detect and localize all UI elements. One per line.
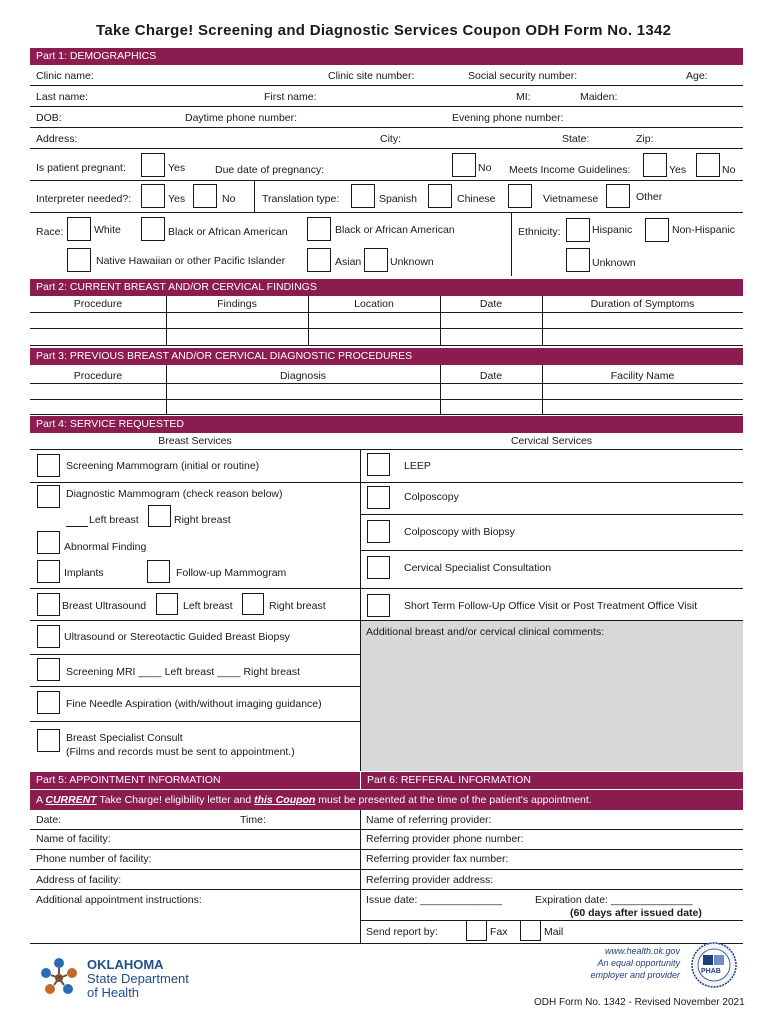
diag-left-breast-label: Left breast [89,514,139,526]
income-no-label: No [722,164,736,176]
address-label: Address: [36,133,78,145]
comments-area[interactable] [361,621,743,771]
interpreter-label: Interpreter needed?: [36,193,132,205]
non-hispanic-checkbox[interactable] [645,218,669,242]
chinese-label: Chinese [457,193,496,205]
income-yes-label: Yes [669,164,687,176]
colposcopy-checkbox[interactable] [367,486,390,509]
osdh-logo-icon [36,955,82,1001]
colposcopy-label: Colposcopy [404,491,459,503]
short-term-followup-checkbox[interactable] [367,594,390,617]
diagnostic-mammogram-checkbox[interactable] [37,485,60,508]
web-link[interactable]: www.health.ok.gov [604,946,680,956]
state-label: State: [562,133,590,145]
facility-address-label: Address of facility: [36,874,122,886]
vietnamese-checkbox[interactable] [508,184,532,208]
send-fax-checkbox[interactable] [466,920,487,941]
part4-header: Part 4: SERVICE REQUESTED [30,416,743,433]
asian-checkbox[interactable] [307,248,331,272]
black-label-1: Black or African American [168,226,288,238]
equal-opportunity-1: An equal opportunity [597,958,680,968]
screening-mammogram-label: Screening Mammogram (initial or routine) [66,460,260,472]
part6-header: Part 6: REFFERAL INFORMATION [360,772,743,789]
zip-label: Zip: [636,133,654,145]
p3-col-diagnosis: Diagnosis [279,370,327,382]
hispanic-checkbox[interactable] [566,218,590,242]
ssn-label: Social security number: [468,70,578,82]
expiration-date-label: Expiration date: ______________ [535,894,693,906]
phab-seal-icon [690,941,738,989]
films-note: (Films and records must be sent to appointment.) [66,746,295,758]
income-label: Meets Income Guidelines: [509,164,631,176]
pregnant-label: Is patient pregnant: [36,162,126,174]
interpreter-no-checkbox[interactable] [193,184,217,208]
income-yes-checkbox[interactable] [643,153,667,177]
p2-col-procedure: Procedure [73,298,123,310]
spanish-checkbox[interactable] [351,184,375,208]
appt-instructions-label: Additional appointment instructions: [36,894,202,906]
abnormal-finding-checkbox[interactable] [37,531,60,554]
notice-bar [30,790,743,810]
colposcopy-biopsy-label: Colposcopy with Biopsy [404,526,515,538]
screening-mammogram-checkbox[interactable] [37,454,60,477]
non-hispanic-label: Non-Hispanic [672,224,736,236]
org-name-2: State Department [87,971,189,986]
part5-header: Part 5: APPOINTMENT INFORMATION [30,772,360,789]
notice-end: must be presented at the time of the patient's appointment. [318,794,592,806]
comments-label: Additional breast and/or cervical clinical comments: [366,626,605,638]
clinic-name-label: Clinic name: [36,70,94,82]
pregnant-no-checkbox[interactable] [452,153,476,177]
black-checkbox-1[interactable] [141,217,165,241]
facility-phone-label: Phone number of facility: [36,853,152,865]
due-date-label: Due date of pregnancy: [215,164,325,176]
cervical-consult-checkbox[interactable] [367,556,390,579]
referring-provider-label: Name of referring provider: [366,814,492,826]
dob-label: DOB: [36,112,62,124]
implants-label: Implants [64,567,104,579]
send-fax-label: Fax [490,926,508,938]
phab-label: PHAB [701,968,721,975]
clinic-site-label: Clinic site number: [328,70,415,82]
leep-checkbox[interactable] [367,453,390,476]
issue-date-label: Issue date: ______________ [366,894,503,906]
colposcopy-biopsy-checkbox[interactable] [367,520,390,543]
send-report-label: Send report by: [366,926,438,938]
us-biopsy-checkbox[interactable] [37,625,60,648]
diag-right-breast-label: Right breast [174,514,231,526]
notice-mid: Take Charge! eligibility letter and [99,794,252,806]
send-mail-checkbox[interactable] [520,920,541,941]
black-label-2: Black or African American [335,224,455,236]
native-hawaiian-label: Native Hawaiian or other Pacific Islander [96,255,286,267]
city-label: City: [380,133,401,145]
form-revision: ODH Form No. 1342 - Revised November 2021 [534,997,745,1008]
interpreter-no-label: No [222,193,236,205]
equal-opportunity-2: employer and provider [590,970,680,980]
p2-col-location: Location [354,298,394,310]
us-left-breast-label: Left breast [183,600,233,612]
notice-coupon: this Coupon [254,794,316,806]
daytime-phone-label: Daytime phone number: [185,112,298,124]
last-name-label: Last name: [36,91,88,103]
fna-label: Fine Needle Aspiration (with/without imaging guidance) [66,698,322,710]
vietnamese-label: Vietnamese [543,193,599,205]
white-label: White [94,224,121,236]
asian-label: Asian [335,256,362,268]
ethnicity-unknown-checkbox[interactable] [566,248,590,272]
breast-ultrasound-checkbox[interactable] [37,593,60,616]
ethnicity-unknown-label: Unknown [592,257,636,269]
p2-col-findings: Findings [217,298,257,310]
interpreter-yes-label: Yes [168,193,186,205]
age-label: Age: [686,70,708,82]
followup-mammogram-label: Follow-up Mammogram [176,567,287,579]
spanish-label: Spanish [379,193,417,205]
send-mail-label: Mail [544,926,564,938]
us-right-breast-checkbox[interactable] [242,593,264,615]
page-title: Take Charge! Screening and Diagnostic Services Coupon ODH Form No. 1342 [96,22,672,39]
part1-header: Part 1: DEMOGRAPHICS [30,48,743,65]
notice-current: CURRENT [45,794,97,806]
p3-col-facility: Facility Name [610,370,675,382]
p2-col-duration: Duration of Symptoms [590,298,695,310]
us-biopsy-label: Ultrasound or Stereotactic Guided Breast Biopsy [64,631,290,643]
part3-header: Part 3: PREVIOUS BREAST AND/OR CERVICAL DIAGNOSTIC PROCEDURES [30,348,743,365]
breast-services-header: Breast Services [158,435,232,447]
abnormal-finding-label: Abnormal Finding [64,541,147,553]
first-name-label: First name: [264,91,317,103]
p3-col-procedure: Procedure [73,370,123,382]
white-checkbox[interactable] [67,217,91,241]
hispanic-label: Hispanic [592,224,633,236]
sixty-days-note: (60 days after issued date) [570,907,702,919]
appt-date-label: Date: [36,814,62,826]
chinese-checkbox[interactable] [428,184,452,208]
us-left-breast-checkbox[interactable] [156,593,178,615]
native-hawaiian-checkbox[interactable] [67,248,91,272]
part2-header: Part 2: CURRENT BREAST AND/OR CERVICAL FINDINGS [30,279,743,296]
p3-col-date: Date [479,370,503,382]
black-checkbox-2[interactable] [307,217,331,241]
ethnicity-label: Ethnicity: [518,226,561,238]
cervical-consult-label: Cervical Specialist Consultation [404,562,552,574]
diagnostic-mammogram-label: Diagnostic Mammogram (check reason below) [66,488,283,500]
short-term-followup-label: Short Term Follow-Up Office Visit or Post Treatment Office Visit [404,600,698,612]
org-name-1: OKLAHOMA [87,957,164,972]
pregnant-no-label: No [478,162,492,174]
race-unknown-label: Unknown [390,256,434,268]
diag-right-breast-checkbox[interactable] [148,505,171,527]
leep-label: LEEP [404,460,431,472]
other-label: Other [636,191,663,203]
race-label: Race: [36,226,64,238]
evening-phone-label: Evening phone number: [452,112,564,124]
race-unknown-checkbox[interactable] [364,248,388,272]
pregnant-yes-checkbox[interactable] [141,153,165,177]
cervical-services-header: Cervical Services [510,435,593,447]
fna-checkbox[interactable] [37,691,60,714]
income-no-checkbox[interactable] [696,153,720,177]
breast-specialist-label: Breast Specialist Consult [66,732,183,744]
breast-specialist-checkbox[interactable] [37,729,60,752]
mi-label: MI: [516,91,531,103]
notice-a: A [36,794,43,806]
us-right-breast-label: Right breast [269,600,326,612]
appt-time-label: Time: [240,814,266,826]
interpreter-yes-checkbox[interactable] [141,184,165,208]
provider-fax-label: Referring provider fax number: [366,853,509,865]
implants-checkbox[interactable] [37,560,60,583]
breast-ultrasound-label: Breast Ultrasound [62,600,147,612]
maiden-label: Maiden: [580,91,618,103]
other-checkbox[interactable] [606,184,630,208]
facility-name-label: Name of facility: [36,833,111,845]
provider-address-label: Referring provider address: [366,874,494,886]
provider-phone-label: Referring provider phone number: [366,833,524,845]
pregnant-yes-label: Yes [168,162,186,174]
p2-col-date: Date [479,298,503,310]
translation-label: Translation type: [262,193,340,205]
screening-mri-checkbox[interactable] [37,658,60,681]
screening-mri-label: Screening MRI ____ Left breast ____ Right breast [66,666,301,678]
followup-mammogram-checkbox[interactable] [147,560,170,583]
org-name-3: of Health [87,985,140,1000]
